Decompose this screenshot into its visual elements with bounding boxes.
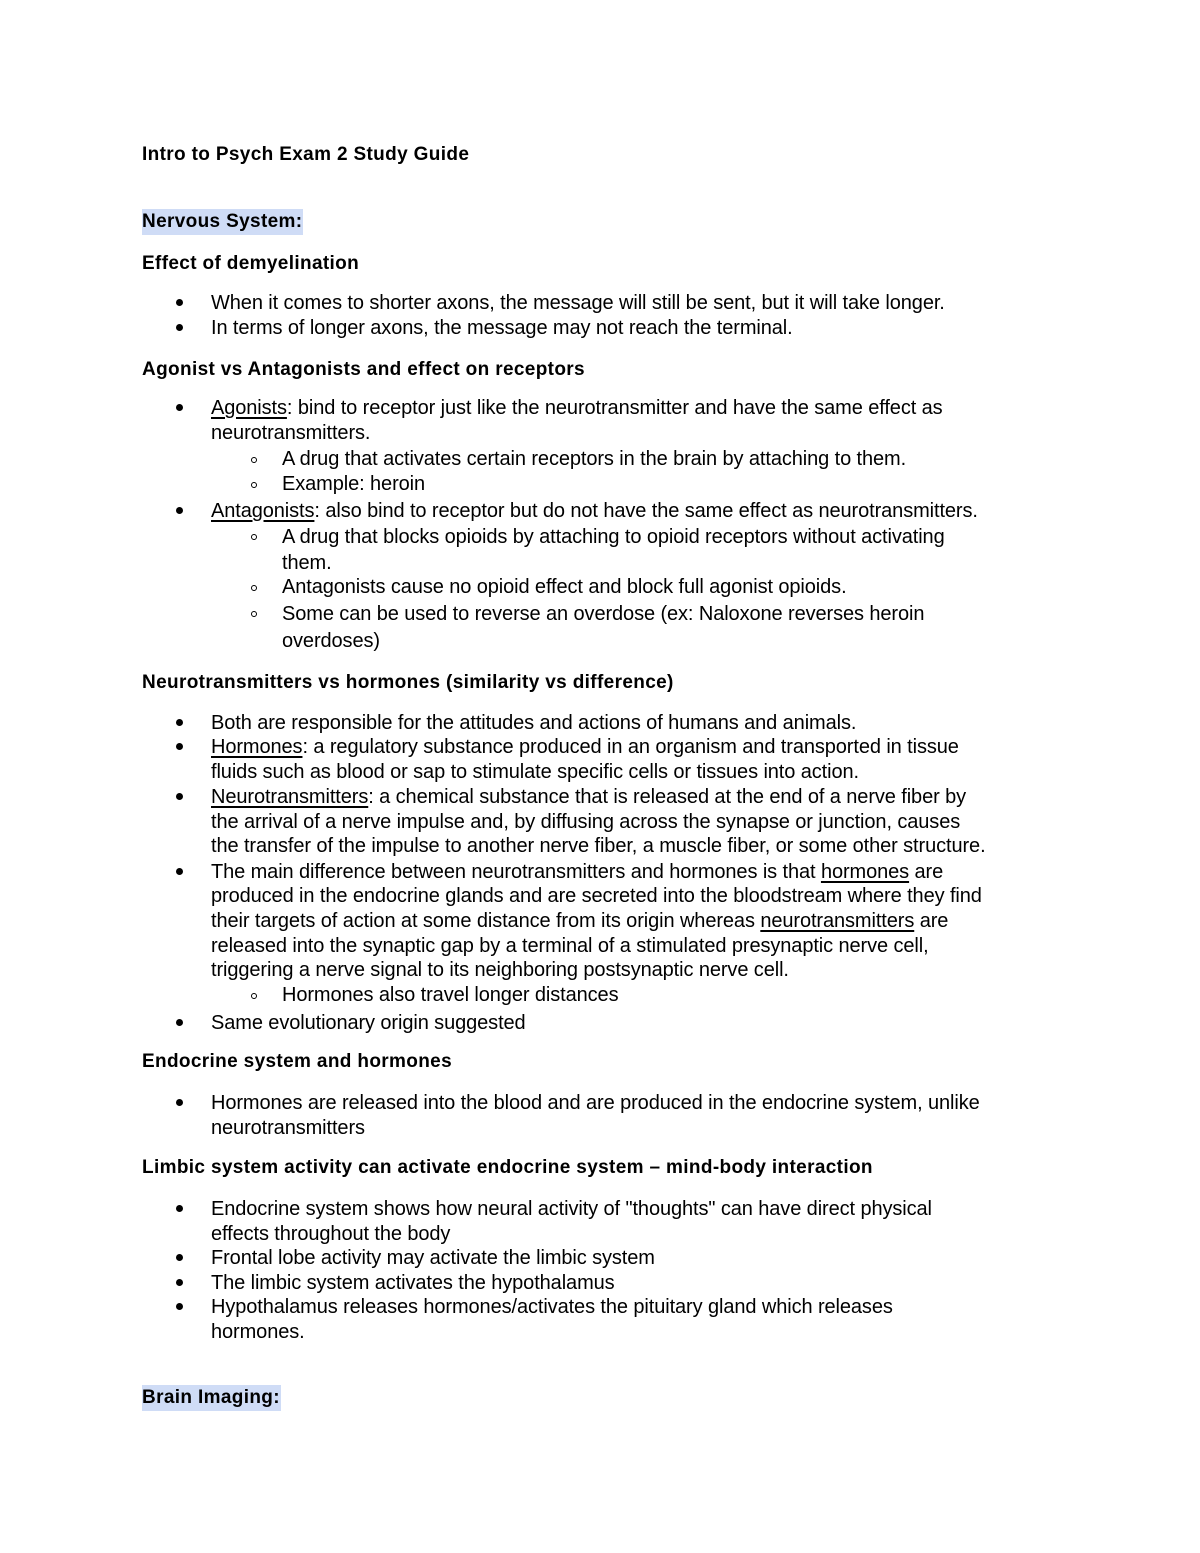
bullet-icon — [176, 1303, 183, 1310]
bullet-icon — [176, 507, 183, 514]
section-heading-nervous-system — [142, 212, 303, 231]
sub-bullet-icon — [251, 457, 257, 463]
sub-bullet-icon — [251, 993, 257, 999]
sub-list-item-continuation: them. — [282, 552, 332, 574]
sub-list-item: A drug that activates certain receptors in the brain by attaching to them. — [282, 448, 907, 470]
bullet-icon — [176, 324, 183, 331]
list-item-continuation: triggering a nerve signal to its neighboring postsynaptic nerve cell. — [211, 959, 789, 981]
bullet-icon — [176, 1254, 183, 1261]
term-neurotransmitters: Neurotransmitters — [211, 786, 369, 808]
sub-bullet-icon — [251, 611, 257, 617]
body-text: are — [914, 910, 949, 932]
list-item: The limbic system activates the hypothalamus — [211, 1272, 615, 1294]
bullet-icon — [176, 793, 183, 800]
body-text: The main difference between neurotransmitters and hormones is that — [211, 861, 821, 883]
bullet-icon — [176, 1019, 183, 1026]
term-hormones: Hormones — [211, 736, 303, 758]
definition-text: : also bind to receptor but do not have the same effect as neurotransmitters. — [314, 500, 978, 522]
list-item-continuation: fluids such as blood or sap to stimulate specific cells or tissues into action. — [211, 761, 859, 783]
bullet-icon — [176, 1099, 183, 1106]
term-agonists: Agonists — [211, 397, 287, 419]
list-item: When it comes to shorter axons, the message will still be sent, but it will take longer. — [211, 292, 945, 314]
bullet-icon — [176, 299, 183, 306]
list-item-continuation: neurotransmitters — [211, 1117, 365, 1139]
list-item-continuation: produced in the endocrine glands and are secreted into the bloodstream where they find — [211, 885, 982, 907]
document-title: Intro to Psych Exam 2 Study Guide — [142, 144, 470, 165]
list-item-continuation: released into the synaptic gap by a terminal of a stimulated presynaptic nerve cell, — [211, 935, 929, 957]
sub-list-item: Antagonists cause no opioid effect and block full agonist opioids. — [282, 576, 847, 598]
list-item: Endocrine system shows how neural activity of "thoughts" can have direct physical — [211, 1198, 932, 1220]
term-hormones-inline: hormones — [820, 861, 910, 883]
list-item-continuation: the transfer of the impulse to another nerve fiber, a muscle fiber, or some other structure. — [211, 835, 986, 857]
list-item: Hormones are released into the blood and are produced in the endocrine system, unlike — [211, 1092, 980, 1114]
bullet-icon — [176, 1205, 183, 1212]
section-highlight: Nervous System: — [142, 209, 303, 235]
sub-list-item: Example: heroin — [282, 473, 426, 495]
sub-list-item-continuation: overdoses) — [282, 630, 380, 652]
body-text: their targets of action at some distance from its origin whereas — [211, 910, 761, 932]
subheading-agonist: Agonist vs Antagonists and effect on receptors — [142, 359, 585, 380]
list-item: Hypothalamus releases hormones/activates the pituitary gland which releases — [211, 1296, 893, 1318]
sub-list-item: A drug that blocks opioids by attaching to opioid receptors without activating — [282, 526, 945, 548]
list-item: In terms of longer axons, the message may not reach the terminal. — [211, 317, 793, 339]
section-heading-brain-imaging — [142, 1388, 281, 1407]
list-item: Same evolutionary origin suggested — [211, 1012, 526, 1034]
bullet-icon — [176, 719, 183, 726]
list-item-continuation: hormones. — [211, 1321, 305, 1343]
definition-text: : bind to receptor just like the neurotransmitter and have the same effect as — [286, 397, 943, 419]
list-item-hormones — [211, 737, 959, 757]
list-item-continuation: neurotransmitters. — [211, 422, 371, 444]
bullet-icon — [176, 868, 183, 875]
sub-list-item: Some can be used to reverse an overdose (ex: Naloxone reverses heroin — [282, 603, 925, 625]
bullet-icon — [176, 743, 183, 750]
list-item-neurotransmitters — [211, 787, 966, 807]
list-item-continuation — [211, 911, 948, 931]
list-item-continuation: the arrival of a nerve impulse and, by diffusing across the synapse or junction, causes — [211, 811, 961, 833]
bullet-icon — [176, 1279, 183, 1286]
sub-bullet-icon — [251, 482, 257, 488]
definition-text: : a regulatory substance produced in an organism and transported in tissue — [302, 736, 959, 758]
subheading-neuro-vs-hormones: Neurotransmitters vs hormones (similarity vs difference) — [142, 672, 674, 693]
term-neurotransmitters-inline: neurotransmitters — [760, 910, 915, 932]
list-item: Frontal lobe activity may activate the limbic system — [211, 1247, 655, 1269]
section-highlight: Brain Imaging: — [142, 1385, 281, 1411]
term-antagonists: Antagonists — [211, 500, 315, 522]
list-item-agonists — [211, 398, 943, 418]
list-item-difference — [211, 862, 943, 882]
list-item-antagonists — [211, 501, 978, 521]
subheading-demyelination: Effect of demyelination — [142, 253, 360, 274]
subheading-endocrine: Endocrine system and hormones — [142, 1051, 453, 1072]
list-item-continuation: effects throughout the body — [211, 1223, 451, 1245]
definition-text: : a chemical substance that is released at the end of a nerve fiber by — [368, 786, 967, 808]
bullet-icon — [176, 404, 183, 411]
sub-bullet-icon — [251, 585, 257, 591]
subheading-limbic: Limbic system activity can activate endocrine system – mind-body interaction — [142, 1157, 873, 1178]
list-item: Both are responsible for the attitudes and actions of humans and animals. — [211, 712, 857, 734]
sub-bullet-icon — [251, 534, 257, 540]
sub-list-item: Hormones also travel longer distances — [282, 984, 619, 1006]
body-text: are — [909, 861, 944, 883]
